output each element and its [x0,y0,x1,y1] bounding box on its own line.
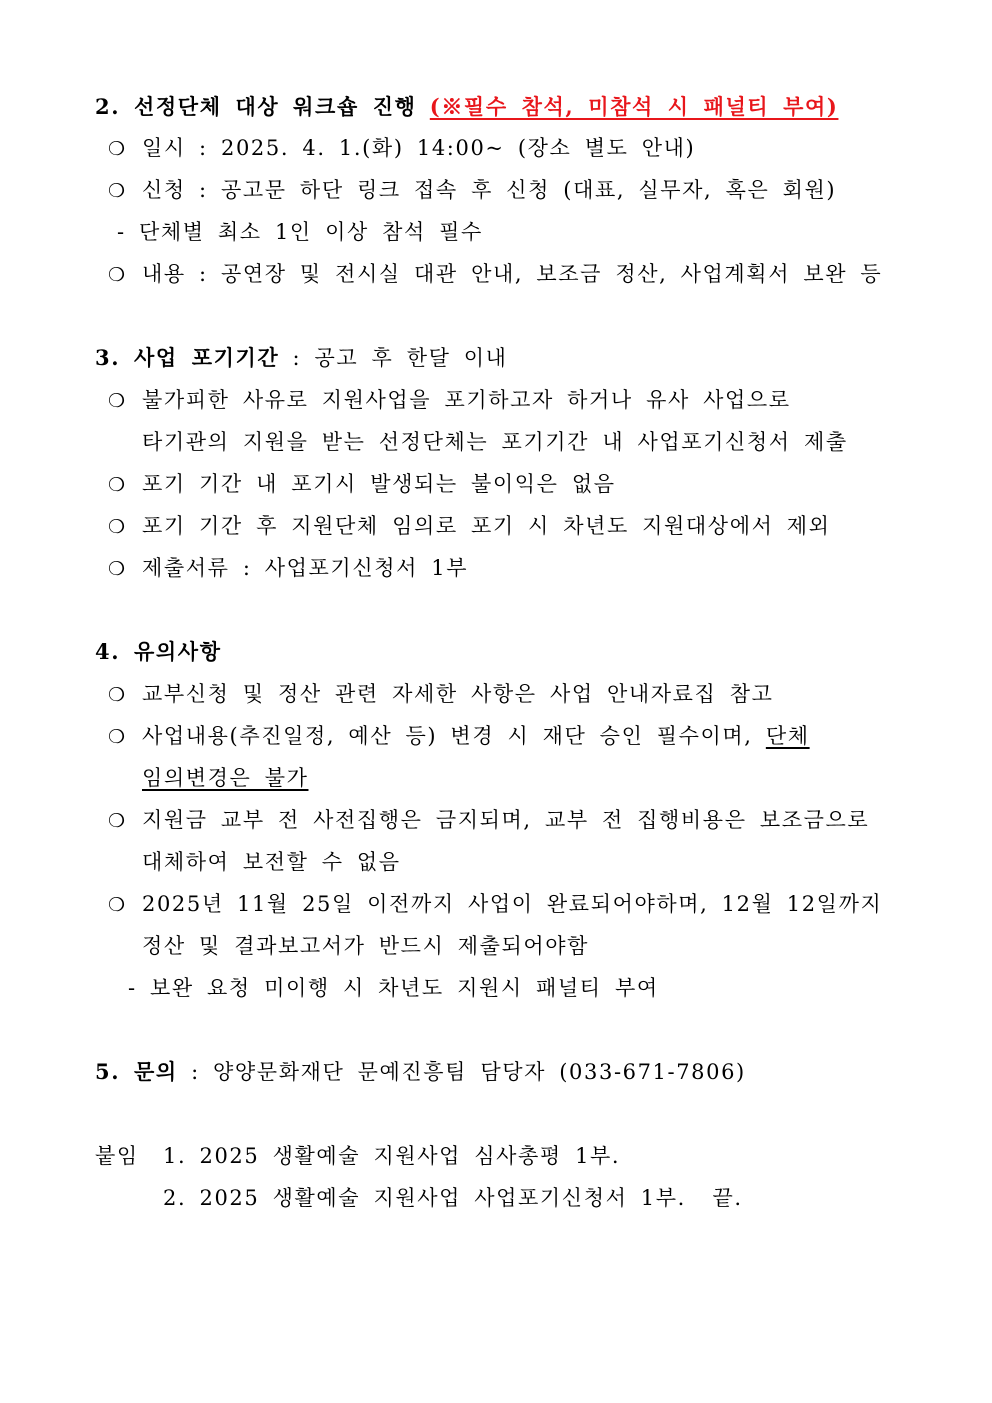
bullet-circle-icon: ❍ [108,180,127,202]
list-item [108,889,882,920]
caution-reference: 교부신청 및 정산 관련 자세한 사항은 사업 안내자료집 참고 [142,682,774,706]
section-5-heading-line [95,1057,746,1087]
giveup-after-period: 포기 기간 후 지원단체 임의로 포기 시 차년도 지원대상에서 제외 [142,514,831,538]
list-item [108,553,468,584]
bullet-circle-icon: ❍ [108,516,127,538]
bullet-circle-icon: ❍ [108,390,127,412]
caution-change-line1: 사업내용(추진일정, 예산 등) 변경 시 재단 승인 필수이며, [142,724,766,748]
caution-preexec-line1: 지원금 교부 전 사전집행은 금지되며, 교부 전 집행비용은 보조금으로 [142,808,870,832]
contact-info: : 양양문화재단 문예진흥팀 담당자 (033-671-7806) [177,1060,746,1084]
attachment-item-2: 2. 2025 생활예술 지원사업 사업포기신청서 1부. [163,1186,686,1210]
attachment-label: 붙임 [95,1144,139,1168]
list-item [108,805,869,836]
mandatory-notice: (※필수 참석, 미참석 시 패널티 부여) [429,94,839,119]
list-item [108,679,773,710]
caution-change-line2: 임의변경은 불가 [142,766,309,790]
section-3-period: : 공고 후 한달 이내 [279,346,508,370]
section-2-heading: 2. 선정단체 대상 워크숍 진행 [95,94,417,119]
list-item [108,469,616,500]
section-2-heading-line [95,92,838,122]
giveup-documents: 제출서류 : 사업포기신청서 1부 [142,556,469,580]
section-3-heading-line [95,343,508,373]
bullet-circle-icon: ❍ [108,810,127,832]
attachment-item-2-line [163,1183,743,1213]
list-item [108,385,791,416]
list-item [108,259,882,290]
section-3-heading: 3. 사업 포기기간 [95,345,280,370]
bullet-circle-icon: ❍ [108,684,127,706]
bullet-circle-icon: ❍ [108,474,127,496]
giveup-no-penalty: 포기 기간 내 포기시 발생되는 불이익은 없음 [142,472,616,496]
workshop-apply-note: - 단체별 최소 1인 이상 참석 필수 [117,220,483,244]
bullet-circle-icon: ❍ [108,558,127,580]
caution-change-underlined: 단체 [765,724,810,748]
list-item [108,721,810,752]
bullet-circle-icon: ❍ [108,138,127,160]
workshop-apply: 신청 : 공고문 하단 링크 접속 후 신청 (대표, 실무자, 혹은 회원) [142,178,837,202]
section-4-heading: 4. 유의사항 [95,639,222,664]
workshop-date: 일시 : 2025. 4. 1.(화) 14:00~ (장소 별도 안내) [142,136,696,160]
end-mark: 끝. [712,1186,743,1210]
attachment-item-1: 1. 2025 생활예술 지원사업 심사총평 1부. [163,1144,621,1168]
workshop-content: 내용 : 공연장 및 전시실 대관 안내, 보조금 정산, 사업계획서 보완 등 [142,262,883,286]
section-5-heading: 5. 문의 [95,1059,178,1084]
list-item [108,133,695,164]
caution-deadline-line2: 정산 및 결과보고서가 반드시 제출되어야함 [142,934,590,958]
list-item [108,511,831,542]
bullet-circle-icon: ❍ [108,894,127,916]
caution-preexec-line2: 대체하여 보전할 수 없음 [142,850,401,874]
caution-deadline-line1: 2025년 11월 25일 이전까지 사업이 완료되어야하며, 12월 12일까지 [142,892,883,916]
giveup-reason-line2: 타기관의 지원을 받는 선정단체는 포기기간 내 사업포기신청서 제출 [142,430,848,454]
list-item [108,175,836,206]
giveup-reason-line1: 불가피한 사유로 지원사업을 포기하고자 하거나 유사 사업으로 [142,388,791,412]
bullet-circle-icon: ❍ [108,726,127,748]
caution-penalty-note: - 보완 요청 미이행 시 차년도 지원시 패널티 부여 [128,976,659,1000]
bullet-circle-icon: ❍ [108,264,127,286]
